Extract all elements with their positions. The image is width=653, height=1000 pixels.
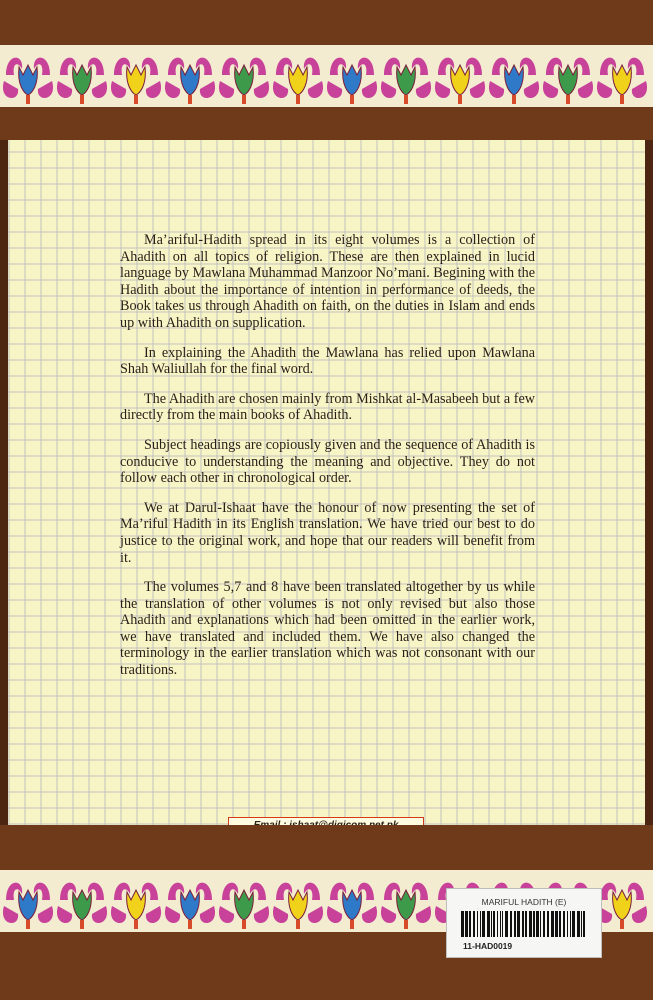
barcode-bar [465, 911, 468, 937]
barcode-bar [536, 911, 539, 937]
barcode-bar [559, 911, 561, 937]
barcode-bar [502, 911, 503, 937]
barcode-bar [563, 911, 565, 937]
barcode-bar [533, 911, 535, 937]
barcode-bar [514, 911, 516, 937]
barcode-bar [461, 911, 464, 937]
paragraph-5: We at Darul-Ishaat have the honour of now presenting the set of Ma’riful Hadith in its English translation. We have tried our best to do justice to the original work, and hope that our readers will benefit from it. [120, 499, 535, 566]
barcode-bar [581, 911, 582, 937]
barcode-sticker [446, 888, 602, 958]
paragraph-2: In explaining the Ahadith the Mawlana has relied upon Mawlana Shah Waliullah for the final word. [120, 344, 535, 378]
barcode-bar [555, 911, 558, 937]
barcode-bar [522, 911, 524, 937]
barcode-bar [525, 911, 527, 937]
barcode-bar [529, 911, 532, 937]
barcode-bar [510, 911, 512, 937]
barcode-bar [477, 911, 478, 937]
barcode-code: 11-HAD0019 [463, 941, 513, 951]
barcode-bar [551, 911, 554, 937]
barcode-bar [473, 911, 475, 937]
barcode-bar [480, 911, 481, 937]
barcode-bar [572, 911, 575, 937]
barcode-bar [547, 911, 549, 937]
barcode-bar [500, 911, 501, 937]
barcode-bar [567, 911, 568, 937]
barcode-bar [577, 911, 580, 937]
paragraph-4: Subject headings are copiously given and the sequence of Ahadith is conducive to understanding the meaning and objective. They do not follow each other in chronological order. [120, 436, 535, 487]
paragraph-3: The Ahadith are chosen mainly from Mishkat al-Masabeeh but a few directly from the main books of Ahadith. [120, 390, 535, 424]
barcode-bar [497, 911, 498, 937]
barcode-bar [482, 911, 485, 937]
barcode-bar [540, 911, 541, 937]
barcode-bars [461, 911, 587, 937]
barcode-title: MARIFUL HADITH (E) [481, 897, 567, 907]
barcode-bar [469, 911, 471, 937]
barcode-bar [505, 911, 508, 937]
barcode-bar [517, 911, 520, 937]
barcode-bar [543, 911, 545, 937]
top-floral-border [0, 45, 653, 107]
barcode-bar [491, 911, 492, 937]
blurb-text [120, 232, 535, 692]
barcode-bar [487, 911, 490, 937]
paragraph-1: Ma’ariful-Hadith spread in its eight volumes is a collection of Ahadith on all topics of religion. These are then explained in lucid language by Mawlana Muhammad Manzoor No’mani. Begining with the Hadith about the importance of intention in performance of deeds, the Book takes us through Ahadith on faith, on the duties in Islam and ends up with Ahadith on supplication. [120, 232, 535, 331]
barcode-bar [570, 911, 571, 937]
barcode-bar [583, 911, 585, 937]
barcode-bar [493, 911, 495, 937]
paragraph-6: The volumes 5,7 and 8 have been translated altogether by us while the translation of other volumes is not only revised but also those Ahadith and explanations which had been omitted in the earlier work, we have translated and included them. We have also changed the terminology in the earlier translation which was not consonant with our traditions. [120, 579, 535, 679]
